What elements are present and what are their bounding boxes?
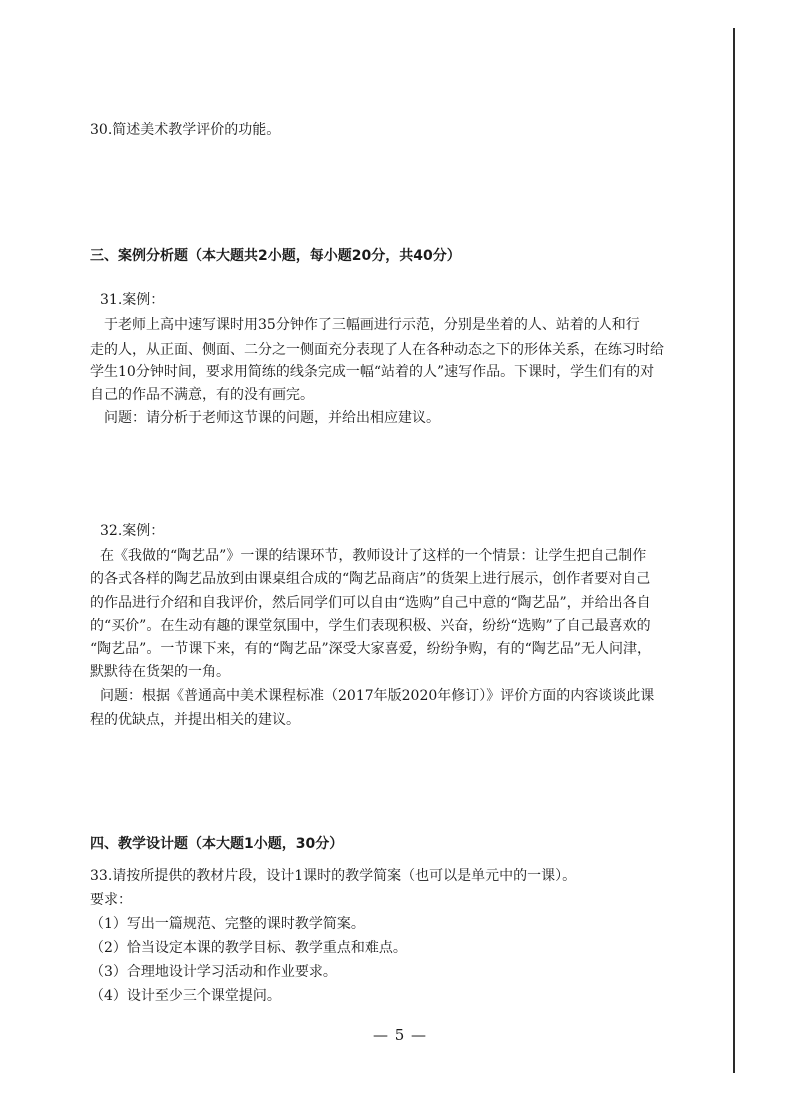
q32-question-line-2: 程的优缺点，并提出相关的建议。 [90, 712, 300, 728]
q33-prompt: 33.请按所提供的教材片段，设计1课时的教学简案（也可以是单元中的一课）。 [90, 868, 577, 884]
q33-requirements-label: 要求： [90, 892, 132, 908]
q32-line-4: 的“买价”。在生动有趣的课堂氛围中，学生们表现积极、兴奋，纷纷“选购”了自己最喜欢的 [90, 618, 651, 634]
q31-question: 问题：请分析于老师这节课的问题，并给出相应建议。 [104, 410, 440, 426]
section-3-heading: 三、案例分析题（本大题共2小题，每小题20分，共40分） [90, 248, 461, 264]
page-number: — 5 — [372, 1026, 428, 1044]
section-4-heading: 四、教学设计题（本大题1小题，30分） [90, 836, 344, 852]
q31-line-2: 走的人，从正面、侧面、二分之一侧面充分表现了人在各种动态之下的形体关系，在练习时给 [90, 342, 664, 358]
q33-requirement-1: （1）写出一篇规范、完整的课时教学简案。 [90, 916, 365, 932]
q32-line-2: 的各式各样的陶艺品放到由课桌组合成的“陶艺品商店”的货架上进行展示，创作者要对自己 [90, 571, 651, 587]
q32-line-1: 在《我做的“陶艺品”》一课的结课环节，教师设计了这样的一个情景：让学生把自己制作 [100, 548, 647, 564]
q31-line-1: 于老师上高中速写课时用35分钟作了三幅画进行示范，分别是坐着的人、站着的人和行 [104, 317, 640, 333]
q31-line-3: 学生10分钟时间，要求用简练的线条完成一幅“站着的人”速写作品。下课时，学生们有的对 [90, 364, 655, 380]
q33-requirement-3: （3）合理地设计学习活动和作业要求。 [90, 964, 337, 980]
scan-edge-line [733, 28, 735, 1073]
q32-question-line-1: 问题：根据《普通高中美术课程标准（2017年版2020年修订）》评价方面的内容谈谈此课 [100, 688, 655, 704]
q31-label: 31.案例： [100, 292, 165, 308]
q32-label: 32.案例： [100, 523, 165, 539]
q31-line-4: 自己的作品不满意，有的没有画完。 [90, 387, 314, 403]
q33-requirement-4: （4）设计至少三个课堂提问。 [90, 988, 281, 1004]
q32-line-6: 默默待在货架的一角。 [90, 664, 230, 680]
q32-line-3: 的作品进行介绍和自我评价，然后同学们可以自由“选购”自己中意的“陶艺品”，并给出各自 [90, 595, 651, 611]
question-30: 30.简述美术教学评价的功能。 [90, 122, 281, 138]
q32-line-5: “陶艺品”。一节课下来，有的“陶艺品”深受大家喜爱，纷纷争购，有的“陶艺品”无人问津， [90, 641, 651, 657]
q33-requirement-2: （2）恰当设定本课的教学目标、教学重点和难点。 [90, 940, 407, 956]
